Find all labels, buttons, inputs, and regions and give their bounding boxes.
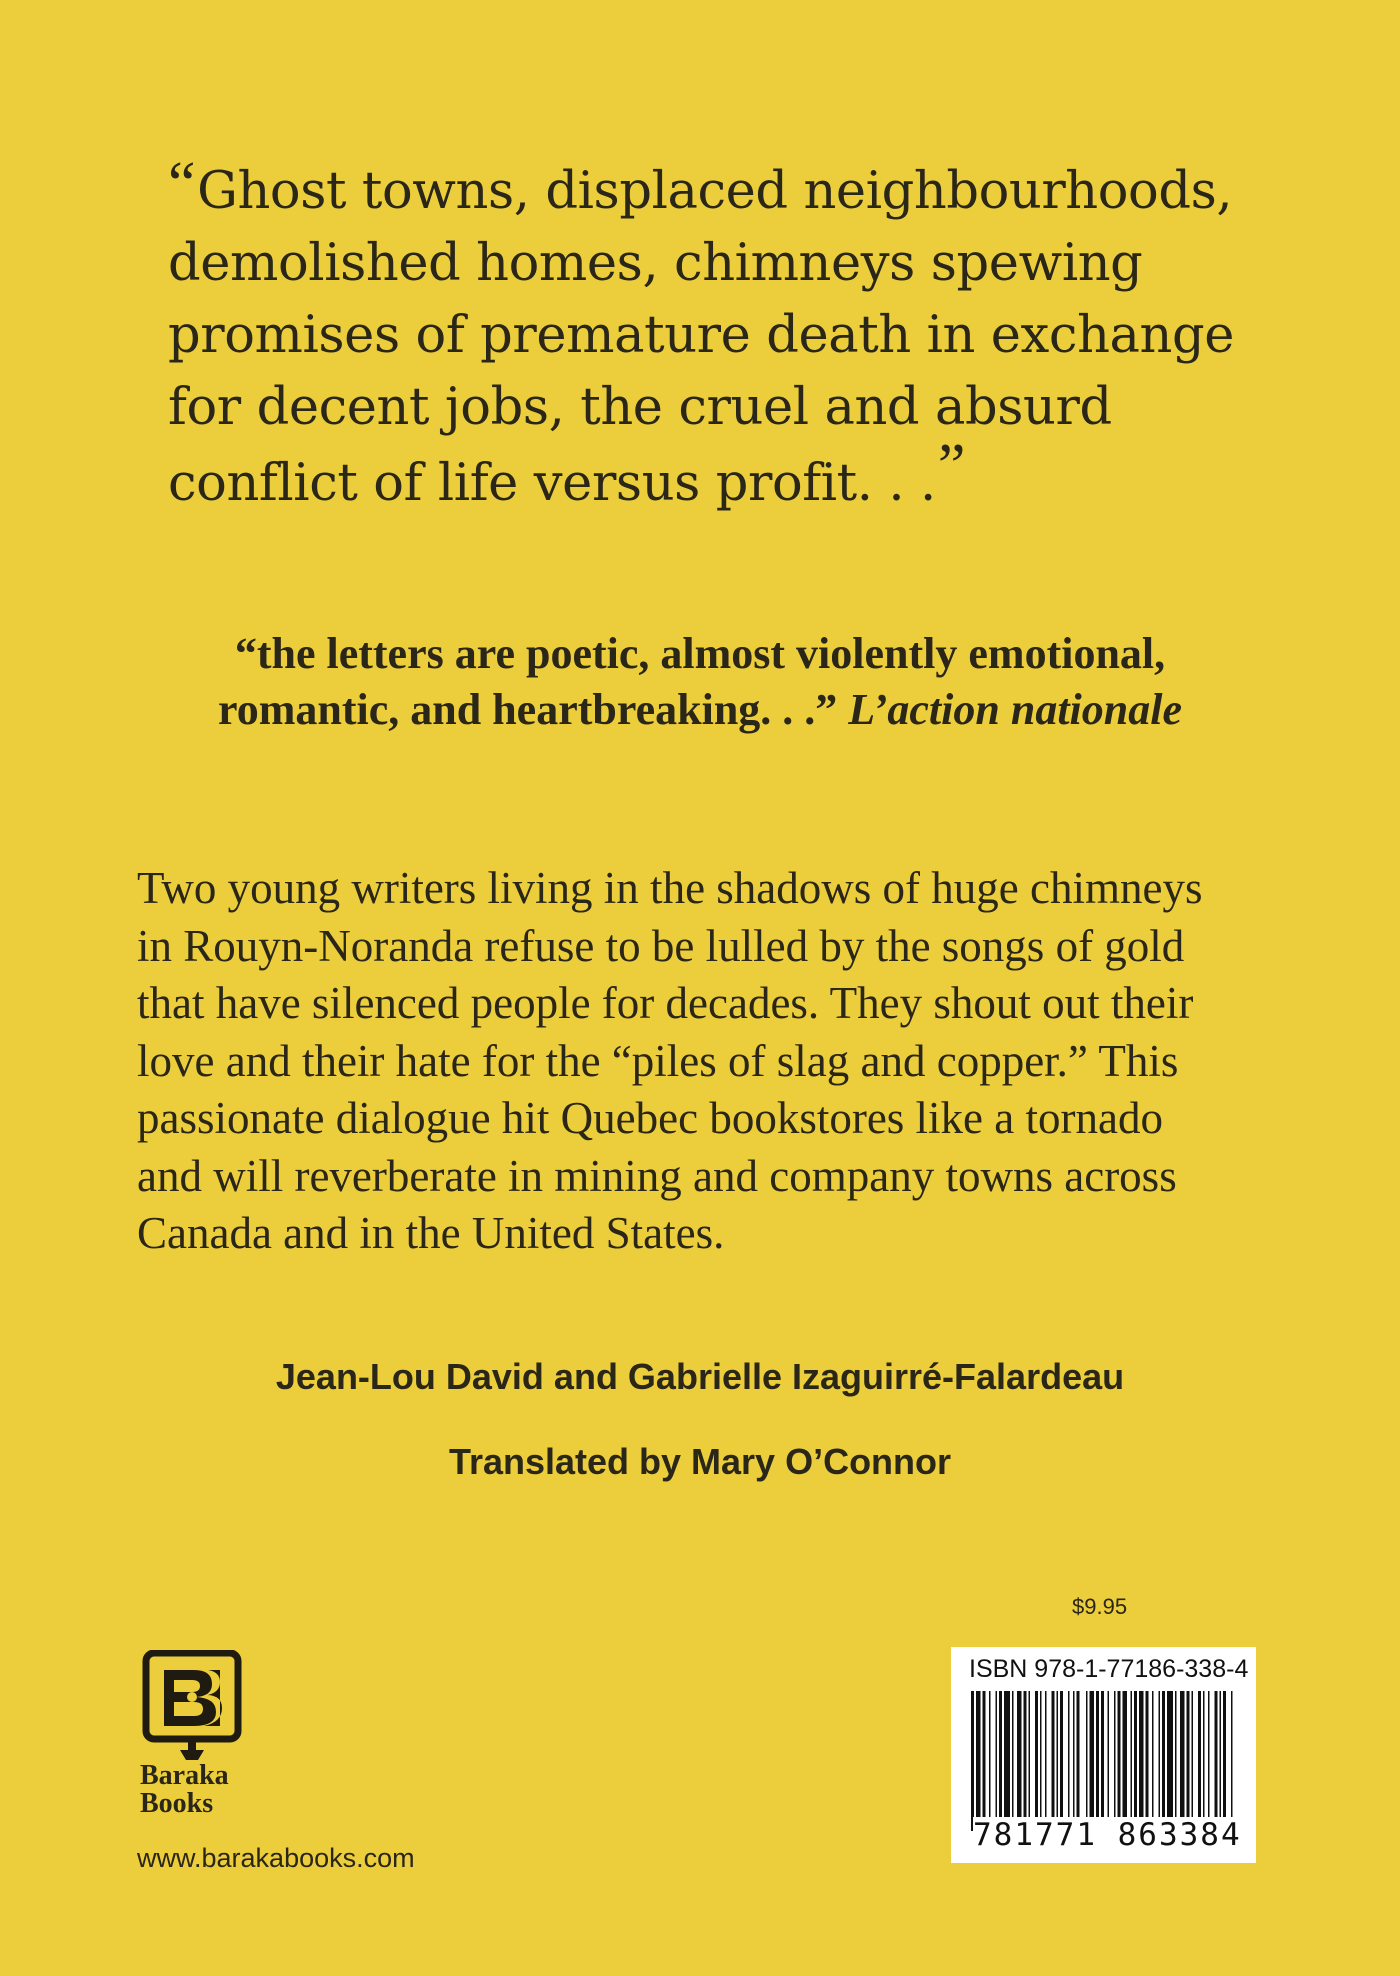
price-label: $9.95 <box>1072 1594 1128 1619</box>
blurb-line-3: that have silenced people for decades. They shout out their <box>137 978 1194 1028</box>
blurb-line-1: Two young writers living in the shadows of huge chimneys <box>137 863 1203 913</box>
barcode-bar <box>1208 1691 1210 1831</box>
barcode-bar <box>1060 1691 1063 1831</box>
book-blurb <box>137 860 1297 1263</box>
barcode-bars <box>971 1691 1237 1831</box>
authors-credit: Jean-Lou David and Gabrielle Izaguirré-Falardeau <box>275 1356 1125 1397</box>
review-line-1: “the letters are poetic, almost violently emotional, <box>234 629 1166 678</box>
barcode-bar <box>1012 1691 1014 1831</box>
blurb-line-5: passionate dialogue hit Quebec bookstores like a tornado <box>137 1093 1163 1143</box>
close-quote-mark: ” <box>937 432 965 500</box>
barcode-bar <box>1223 1691 1226 1831</box>
barcode-bar <box>971 1691 974 1831</box>
barcode-bar <box>1077 1691 1080 1831</box>
barcode-bar <box>1192 1691 1194 1831</box>
barcode-bar <box>1220 1691 1222 1831</box>
barcode-bar <box>1108 1691 1110 1831</box>
pull-quote <box>168 148 1288 520</box>
barcode-bar <box>1068 1691 1070 1831</box>
blurb-line-2: in Rouyn-Noranda refuse to be lulled by the songs of gold <box>137 920 1185 971</box>
barcode-bar <box>1029 1691 1031 1831</box>
barcode-bar <box>1017 1691 1022 1831</box>
barcode-bar <box>1231 1691 1233 1831</box>
blurb-line-4: love and their hate for the “piles of slag and copper.” This <box>137 1035 1179 1086</box>
publisher-name-line-1: Baraka <box>140 1760 229 1791</box>
barcode-bar <box>1198 1691 1201 1831</box>
barcode-bar <box>1146 1691 1149 1831</box>
review-source: L’action nationale <box>848 685 1182 734</box>
barcode-digits: 781771 863384 <box>973 1817 1242 1853</box>
barcode-bar <box>1118 1691 1121 1831</box>
isbn-number: ISBN 978-1-77186-338-4 <box>969 1655 1249 1683</box>
barcode-bar <box>1131 1691 1133 1831</box>
barcode-bar <box>1180 1691 1185 1831</box>
isbn-barcode <box>951 1647 1256 1863</box>
review-line-2 <box>100 682 1300 738</box>
barcode-bar <box>976 1691 981 1831</box>
barcode-bar <box>1159 1691 1161 1831</box>
publisher-website: www.barakabooks.com <box>137 1843 415 1873</box>
barcode-bar <box>1114 1691 1116 1831</box>
publisher-name <box>140 1762 229 1818</box>
barcode-bar <box>1086 1691 1088 1831</box>
barcode-bar <box>1167 1691 1173 1831</box>
barcode-bar <box>1123 1691 1128 1831</box>
barcode-bar <box>1152 1691 1154 1831</box>
pull-quote-line-3: promises of premature death in exchange <box>168 306 1235 365</box>
pull-quote-line-2: demolished homes, chimneys spewing <box>168 234 1143 293</box>
baraka-books-logo-icon <box>142 1650 242 1762</box>
barcode-bar <box>989 1691 991 1831</box>
barcode-bar <box>1134 1691 1137 1831</box>
barcode-bar <box>1175 1691 1177 1831</box>
translator-credit: Translated by Mary O’Connor <box>448 1441 952 1482</box>
pull-quote-text-1: Ghost towns, displaced neighbourhoods, <box>197 162 1233 221</box>
barcode-bar <box>1035 1691 1038 1831</box>
barcode-bar <box>1215 1691 1218 1831</box>
barcode-bar <box>1024 1691 1027 1831</box>
review-line-2-text: romantic, and heartbreaking. . .” <box>218 685 838 734</box>
barcode-bar <box>1096 1691 1099 1831</box>
pull-quote-line-1 <box>168 148 1288 228</box>
barcode-bar <box>1139 1691 1144 1831</box>
pull-quote-line-4: for decent jobs, the cruel and absurd <box>168 378 1112 437</box>
barcode-bar <box>983 1691 986 1831</box>
barcode-bar <box>1090 1691 1095 1831</box>
barcode-bar <box>1187 1691 1190 1831</box>
barcode-bar <box>1052 1691 1055 1831</box>
barcode-bar <box>999 1691 1002 1831</box>
barcode-bar <box>1203 1691 1205 1831</box>
barcode-bar <box>996 1691 998 1831</box>
barcode-bar <box>1045 1691 1047 1831</box>
blurb-line-7: Canada and in the United States. <box>137 1208 725 1258</box>
barcode-bar <box>1162 1691 1165 1831</box>
pull-quote-text-5: conflict of life versus profit. . . <box>168 454 936 513</box>
barcode-bar <box>1057 1691 1059 1831</box>
blurb-line-6: and will reverberate in mining and company towns across <box>137 1150 1177 1201</box>
publisher-name-line-2: Books <box>140 1788 214 1819</box>
barcode-bar <box>1040 1691 1042 1831</box>
barcode-bar <box>1101 1691 1104 1831</box>
barcode-bar <box>1073 1691 1075 1831</box>
pull-quote-line-5 <box>168 432 1288 520</box>
review-quote <box>100 626 1300 738</box>
open-quote-mark: “ <box>168 150 196 218</box>
barcode-bar <box>1004 1691 1010 1831</box>
